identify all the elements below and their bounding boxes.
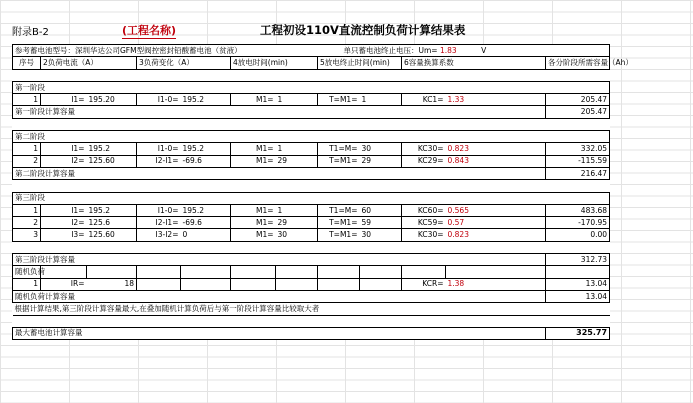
voltage-label: 单只蓄电池终止电压：Um= — [343, 45, 438, 55]
battery-label: 参考蓄电池型号： — [15, 45, 75, 55]
current-value[interactable]: 195.2 — [87, 204, 137, 216]
col-header-end-time[interactable]: 5放电终止时间(min) — [318, 57, 402, 69]
row-number[interactable]: 1 — [13, 278, 41, 290]
row-number[interactable]: 1 — [13, 143, 41, 155]
table-row — [13, 155, 610, 167]
change-value[interactable]: 195.2 — [181, 94, 231, 106]
max-capacity-row — [13, 327, 610, 339]
capacity-value[interactable]: 483.68 — [546, 204, 610, 216]
current-value[interactable]: 195.20 — [87, 94, 137, 106]
max-capacity-label[interactable]: 最大蓄电池计算容量 — [13, 327, 546, 339]
coefficient-label[interactable]: KC29= — [402, 155, 446, 167]
end-time-value[interactable]: 29 — [360, 155, 402, 167]
page-title: 工程初设110V直流控制负荷计算结果表 — [260, 23, 466, 37]
capacity-value[interactable]: 205.47 — [546, 94, 610, 106]
stage-total-row — [13, 290, 610, 302]
time-label[interactable]: M1= — [231, 217, 276, 229]
change-label[interactable]: I2-I1= — [137, 217, 181, 229]
voltage-value: 1.83 — [439, 45, 457, 55]
end-time-label[interactable]: T=M1= — [318, 217, 360, 229]
conclusion-row — [13, 303, 610, 315]
table-row — [13, 229, 610, 241]
end-time-value[interactable]: 1 — [360, 94, 402, 106]
conclusion-text[interactable]: 根据计算结果,第三阶段计算容量最大,在叠加随机计算负荷后与第一阶段计算容量比较取大者 — [13, 303, 610, 315]
capacity-value[interactable]: -170.95 — [546, 217, 610, 229]
change-value[interactable]: -69.6 — [181, 155, 231, 167]
end-time-label[interactable]: T=M1= — [318, 94, 360, 106]
coefficient-value[interactable]: 0.565 — [446, 204, 546, 216]
end-time-label[interactable]: T=M1= — [318, 229, 360, 241]
column-header-row — [13, 57, 610, 69]
stage3-label[interactable]: 第三阶段 — [13, 192, 610, 204]
battery-model-cell[interactable] — [13, 45, 318, 57]
time-value[interactable]: 29 — [276, 155, 318, 167]
coefficient-value[interactable]: 0.823 — [446, 229, 546, 241]
stage-total-row — [13, 167, 610, 179]
end-time-value[interactable]: 30 — [360, 229, 402, 241]
current-value[interactable]: 125.6 — [87, 217, 137, 229]
stage-total-row — [13, 106, 610, 118]
time-label[interactable]: M1= — [231, 155, 276, 167]
blank-row — [13, 315, 610, 327]
time-label[interactable]: M1= — [231, 229, 276, 241]
col-header-time[interactable]: 4放电时间(min) — [231, 57, 318, 69]
battery-model: 深圳华达公司GFM型阀控密封铅酸蓄电池（贫液） — [75, 45, 242, 55]
time-value[interactable]: 30 — [276, 229, 318, 241]
table-row — [13, 278, 610, 290]
coefficient-label[interactable]: KC59= — [402, 217, 446, 229]
stage1-total-value[interactable]: 205.47 — [546, 106, 610, 118]
time-label[interactable]: M1= — [231, 143, 276, 155]
row-number[interactable]: 2 — [13, 217, 41, 229]
capacity-value[interactable]: 0.00 — [546, 229, 610, 241]
change-value[interactable]: -69.6 — [181, 217, 231, 229]
coefficient-label[interactable]: KC60= — [402, 204, 446, 216]
stage-total-row — [13, 254, 610, 266]
col-header-coefficient[interactable]: 6容量换算系数 — [402, 57, 546, 69]
change-value[interactable]: 195.2 — [181, 204, 231, 216]
current-value[interactable]: 125.60 — [87, 229, 137, 241]
stage-row — [13, 266, 610, 278]
capacity-value[interactable]: -115.59 — [546, 155, 610, 167]
info-row — [13, 45, 610, 57]
stage2-total-label[interactable]: 第二阶段计算容量 — [13, 167, 546, 179]
change-value[interactable]: 0 — [181, 229, 231, 241]
time-value[interactable]: 1 — [276, 204, 318, 216]
random-total-label[interactable]: 随机负荷计算容量 — [13, 290, 546, 302]
table-row — [13, 94, 610, 106]
row-number[interactable]: 2 — [13, 155, 41, 167]
title-row — [0, 10, 693, 38]
stage2-total-value[interactable]: 216.47 — [546, 167, 610, 179]
row-number[interactable]: 1 — [13, 204, 41, 216]
coefficient-value[interactable]: 0.843 — [446, 155, 546, 167]
table-row — [13, 204, 610, 216]
time-value[interactable]: 1 — [276, 94, 318, 106]
voltage-cell[interactable] — [318, 45, 610, 57]
current-label[interactable]: I1= — [41, 204, 87, 216]
change-label[interactable]: I1-0= — [137, 143, 181, 155]
end-time-value[interactable]: 30 — [360, 143, 402, 155]
change-label[interactable]: I1-0= — [137, 204, 181, 216]
end-time-value[interactable]: 59 — [360, 217, 402, 229]
col-header-capacity[interactable]: 各分阶段所需容量（Ah） — [546, 57, 610, 69]
current-value[interactable]: 125.60 — [87, 155, 137, 167]
stage1-total-label[interactable]: 第一阶段计算容量 — [13, 106, 546, 118]
end-time-label[interactable]: T1=M= — [318, 143, 360, 155]
coefficient-label[interactable]: KC1= — [402, 94, 446, 106]
end-time-value[interactable]: 60 — [360, 204, 402, 216]
row-number[interactable]: 1 — [13, 94, 41, 106]
time-label[interactable]: M1= — [231, 94, 276, 106]
change-label[interactable]: I1-0= — [137, 94, 181, 106]
stage3-total-value[interactable]: 312.73 — [546, 254, 610, 266]
time-value[interactable]: 1 — [276, 143, 318, 155]
change-label[interactable]: I2-I1= — [137, 155, 181, 167]
kcr-label[interactable]: KCR= — [402, 278, 446, 290]
blank-row — [13, 241, 610, 253]
max-capacity-value[interactable]: 325.77 — [546, 327, 610, 339]
blank-row — [13, 69, 610, 81]
time-label[interactable]: M1= — [231, 204, 276, 216]
stage-row — [13, 131, 610, 143]
change-label[interactable]: I3-I2= — [137, 229, 181, 241]
ir-label[interactable]: IR= — [41, 278, 87, 290]
current-label[interactable]: I2= — [41, 155, 87, 167]
current-label[interactable]: I3= — [41, 229, 87, 241]
current-label[interactable]: I1= — [41, 143, 87, 155]
random-load-label[interactable]: 随机负荷 — [13, 266, 41, 278]
time-value[interactable]: 29 — [276, 217, 318, 229]
coefficient-label[interactable]: KC30= — [402, 143, 446, 155]
current-label[interactable]: I2= — [41, 217, 87, 229]
table-row — [13, 143, 610, 155]
end-time-label[interactable]: T1=M= — [318, 204, 360, 216]
coefficient-value[interactable]: 0.57 — [446, 217, 546, 229]
random-capacity-value[interactable]: 13.04 — [546, 278, 610, 290]
end-time-label[interactable]: T=M1= — [318, 155, 360, 167]
blank-row — [13, 118, 610, 130]
capacity-value[interactable]: 332.05 — [546, 143, 610, 155]
stage1-label[interactable]: 第一阶段 — [13, 81, 610, 93]
change-value[interactable]: 195.2 — [181, 143, 231, 155]
load-calculation-table — [12, 44, 633, 340]
kcr-value[interactable]: 1.38 — [446, 278, 546, 290]
coefficient-label[interactable]: KC30= — [402, 229, 446, 241]
col-header-no[interactable]: 序号 — [13, 57, 41, 69]
col-header-current[interactable]: 2负荷电流（A） — [41, 57, 137, 69]
coefficient-value[interactable]: 0.823 — [446, 143, 546, 155]
stage2-label[interactable]: 第二阶段 — [13, 131, 610, 143]
random-total-value[interactable]: 13.04 — [546, 290, 610, 302]
stage-row — [13, 81, 610, 93]
blank-row — [13, 180, 610, 192]
stage3-total-label[interactable]: 第三阶段计算容量 — [13, 254, 546, 266]
row-number[interactable]: 3 — [13, 229, 41, 241]
appendix-label: 附录B-2 — [12, 27, 49, 38]
current-value[interactable]: 195.2 — [87, 143, 137, 155]
ir-value[interactable]: 18 — [87, 278, 137, 290]
voltage-unit: V — [481, 45, 487, 55]
stage-row — [13, 192, 610, 204]
project-name[interactable]: (工程名称) — [122, 24, 177, 37]
col-header-change[interactable]: 3负荷变化（A） — [137, 57, 231, 69]
current-label[interactable]: I1= — [41, 94, 87, 106]
table-row — [13, 217, 610, 229]
coefficient-value[interactable]: 1.33 — [446, 94, 546, 106]
